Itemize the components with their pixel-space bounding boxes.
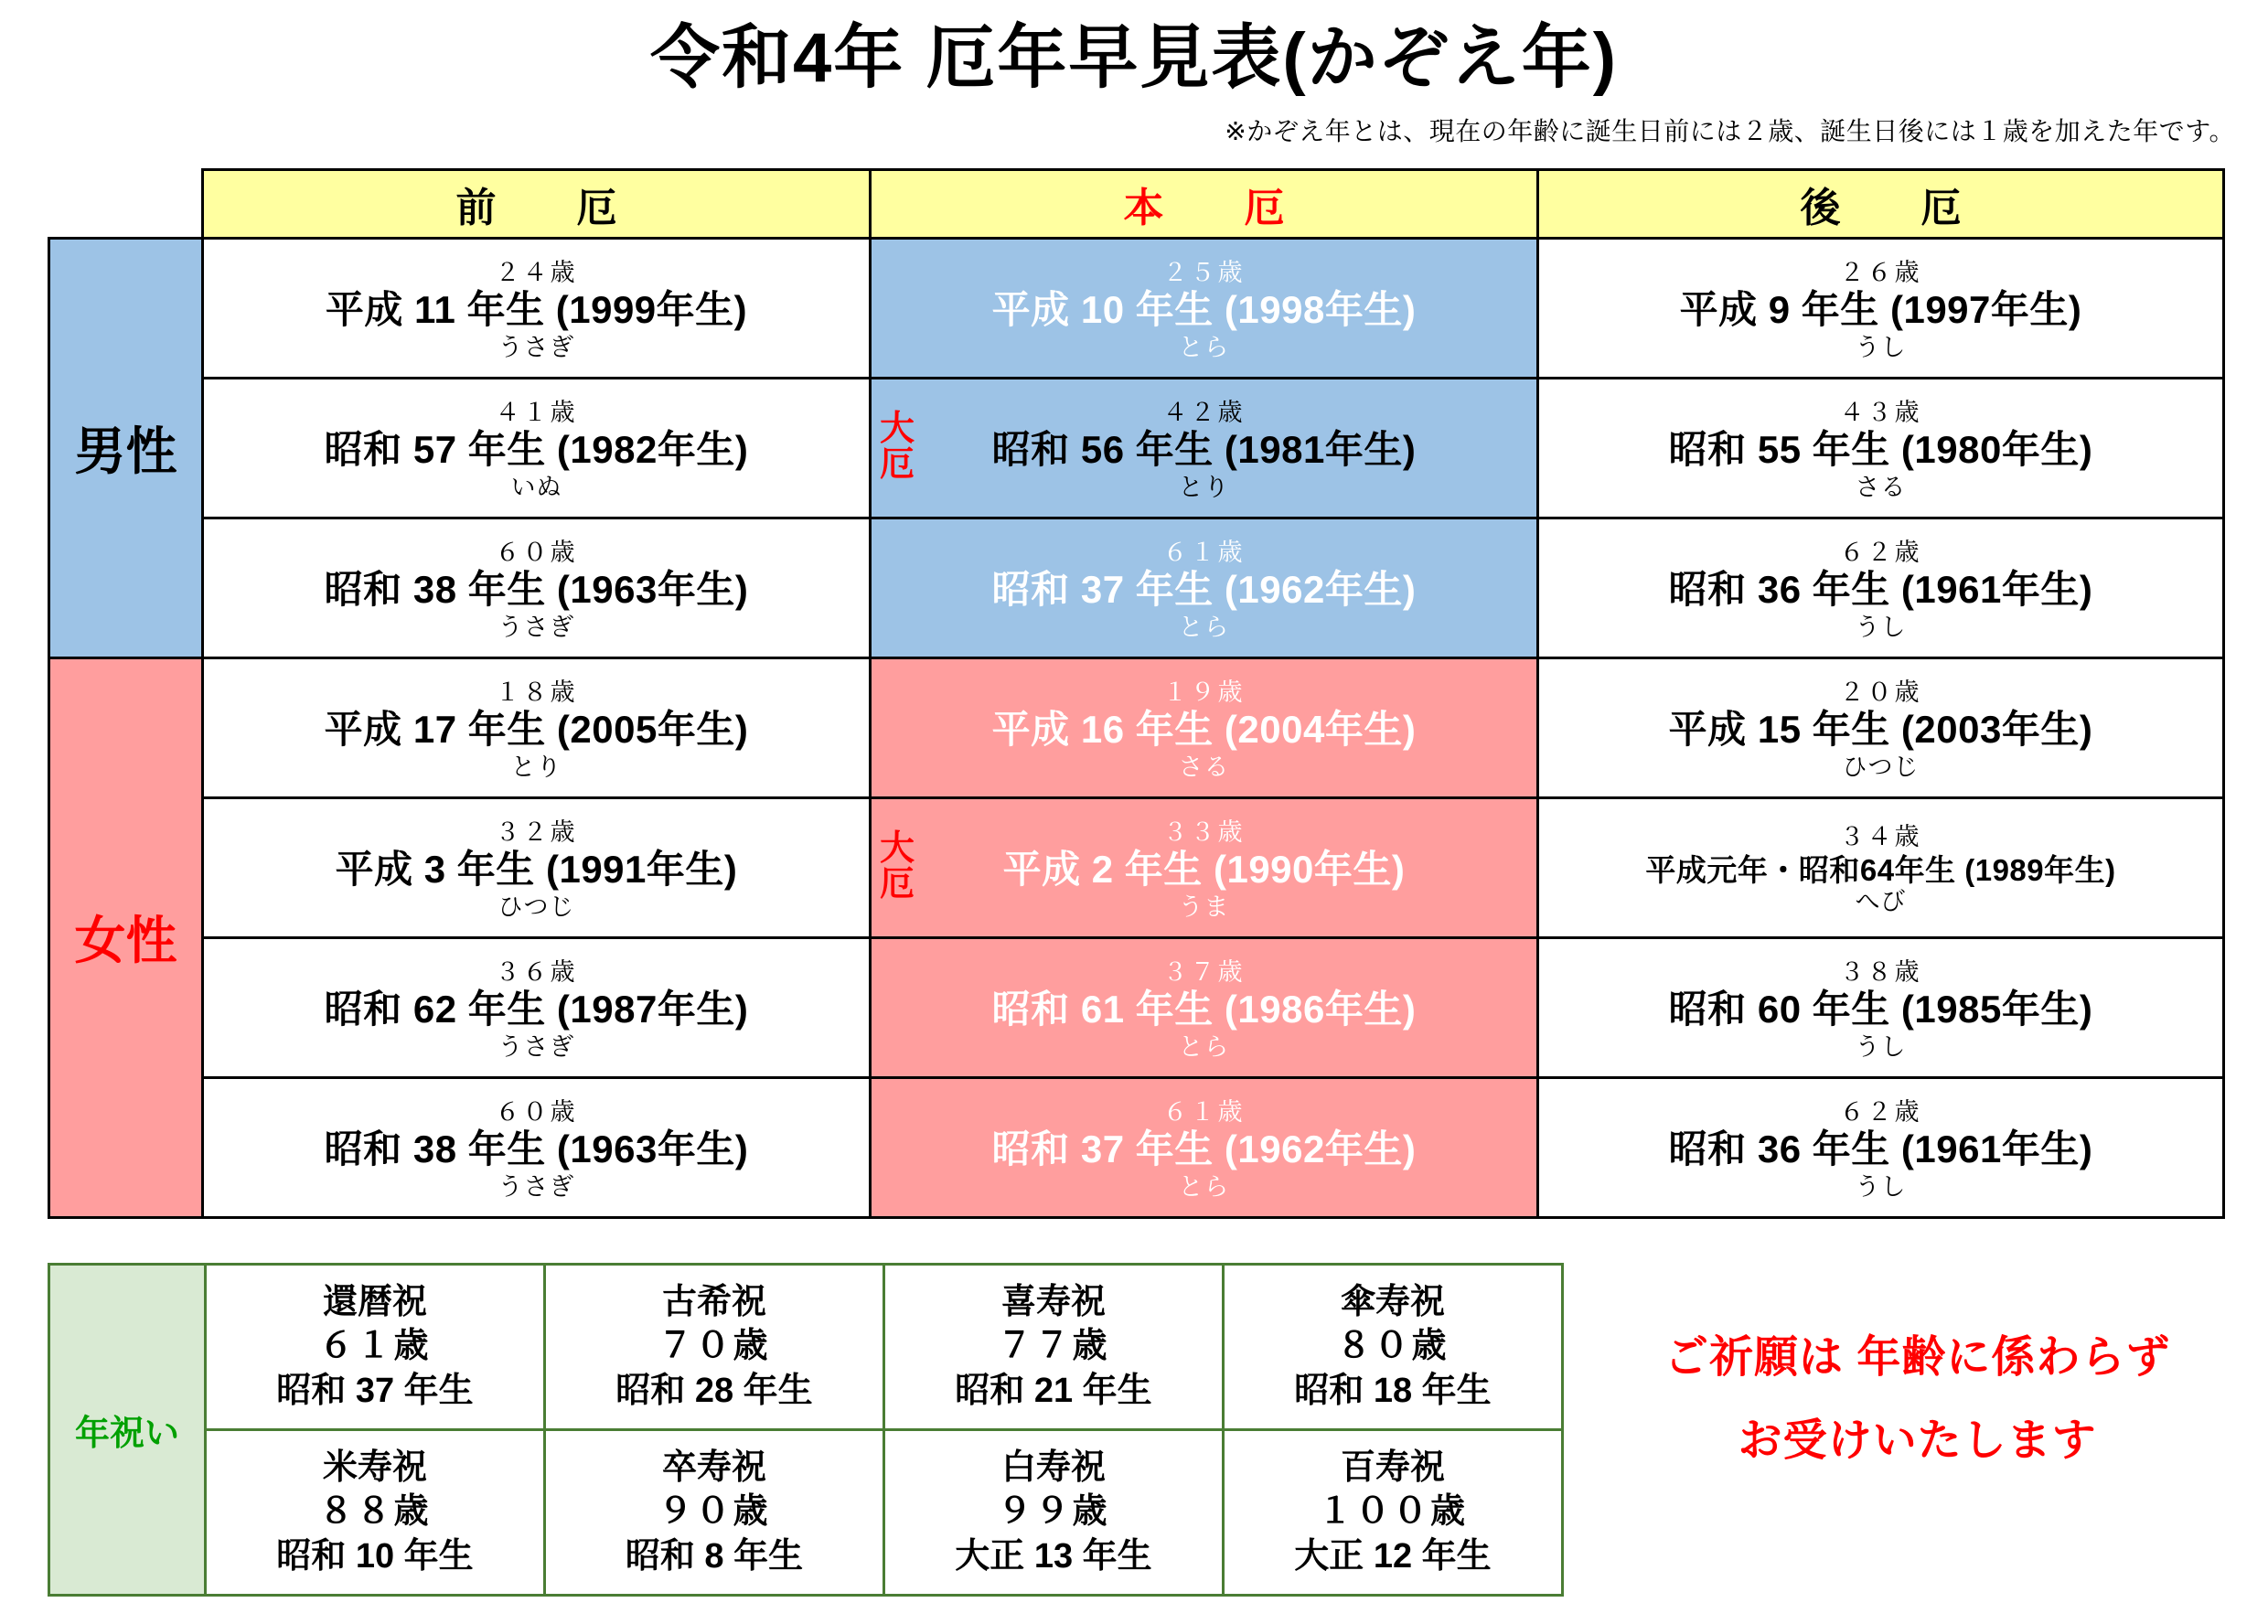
toshiiwai-cell-koki [545,1264,884,1429]
cell-hon-female-3 [871,937,1538,1077]
toshiiwai-age: ８８歳 [318,1492,432,1532]
toshiiwai-name: 百寿祝 [1340,1448,1445,1487]
eto-text: うし [1855,1172,1907,1201]
year-text: 昭和 36 年生 (1961年生) [1668,568,2093,612]
table-row [49,238,2224,378]
age-text: ３８歳 [1839,957,1922,986]
toshiiwai-cell-kanreki [206,1264,545,1429]
age-text: ６２歳 [1839,538,1922,566]
kigan-message [1664,1316,2170,1482]
eto-text: うさぎ [497,1032,575,1061]
cell-ato-female-3 [1538,937,2224,1077]
eto-text: とら [1178,613,1230,641]
age-text: ３６歳 [495,957,578,986]
toshiiwai-name: 喜寿祝 [1000,1282,1106,1321]
year-text: 昭和 56 年生 (1981年生) [991,428,1417,472]
year-text: 平成 9 年生 (1997年生) [1679,288,2082,332]
sex-label-male: 男性 [49,238,203,657]
table-row [49,797,2224,937]
table-row [49,518,2224,657]
page-title: 令和4年 厄年早見表(かぞえ年) [650,19,1618,97]
toshiiwai-year: 昭和 8 年生 [625,1536,804,1576]
toshiiwai-name: 白寿祝 [1000,1448,1106,1487]
eto-text: ひつじ [1842,753,1920,781]
eto-text: とら [1178,1032,1230,1061]
toshiiwai-cell-hyakuju [1224,1429,1563,1595]
header-maeyaku: 前 厄 [203,169,871,238]
toshiiwai-age: ７０歳 [658,1327,771,1366]
toshiiwai-name: 還暦祝 [322,1282,427,1321]
bottom-section [48,1263,2268,1597]
eto-text: へび [1855,888,1907,916]
toshiiwai-year: 昭和 21 年生 [955,1371,1152,1410]
eto-text: さる [1178,753,1230,781]
daiyaku-badge: 大厄 [879,409,915,485]
cell-mae-female-2 [203,797,871,937]
year-text: 平成 17 年生 (2005年生) [324,708,749,752]
cell-hon-male-1 [871,238,1538,378]
eto-text: うさぎ [497,1172,575,1201]
eto-text: ひつじ [497,892,575,921]
eto-text: とら [1178,1172,1230,1201]
age-text: ２５歳 [1162,258,1246,286]
cell-hon-male-2 [871,378,1538,518]
age-text: ４１歳 [495,398,578,426]
cell-mae-male-2 [203,378,871,518]
age-text: ４２歳 [1162,398,1246,426]
table-row [49,657,2224,797]
year-text: 昭和 38 年生 (1963年生) [324,568,749,612]
cell-ato-female-2 [1538,797,2224,937]
year-text: 昭和 61 年生 (1986年生) [991,988,1417,1031]
eto-text: うさぎ [497,613,575,641]
toshiiwai-year: 大正 12 年生 [1294,1536,1492,1576]
year-text: 平成 15 年生 (2003年生) [1668,708,2093,752]
toshiiwai-cell-kiju [884,1264,1224,1429]
kigan-line-2: お受けいたします [1738,1416,2097,1465]
table-row [49,378,2224,518]
header-atoyaku: 後 厄 [1538,169,2224,238]
age-text: ３２歳 [495,817,578,846]
toshiiwai-age: １００歳 [1317,1492,1468,1532]
year-text: 昭和 36 年生 (1961年生) [1668,1127,2093,1171]
age-text: ４３歳 [1839,398,1922,426]
age-text: ３４歳 [1839,823,1922,851]
cell-mae-male-3 [203,518,871,657]
toshiiwai-label: 年祝い [49,1264,206,1595]
age-text: ６０歳 [495,1097,578,1126]
toshiiwai-age: ７７歳 [997,1327,1110,1366]
year-text: 昭和 37 年生 (1962年生) [991,1127,1417,1171]
kazoedoshi-note: ※かぞえ年とは、現在の年齢に誕生日前には２歳、誕生日後には１歳を加えた年です。 [1225,116,2235,145]
toshiiwai-name: 米寿祝 [322,1448,427,1487]
eto-text: うし [1855,1032,1907,1061]
year-text: 昭和 38 年生 (1963年生) [324,1127,749,1171]
toshiiwai-year: 昭和 37 年生 [276,1371,474,1410]
age-text: ６０歳 [495,538,578,566]
eto-text: さる [1855,473,1907,501]
header-blank [49,169,203,238]
toshiiwai-age: ９０歳 [658,1492,771,1532]
age-text: ６１歳 [1162,538,1246,566]
toshiiwai-cell-sotsuju [545,1429,884,1595]
age-text: ３３歳 [1162,817,1246,846]
daiyaku-badge: 大厄 [879,828,915,904]
age-text: ２６歳 [1839,258,1922,286]
eto-text: うま [1178,892,1230,921]
toshiiwai-cell-beiju [206,1429,545,1595]
age-text: ６２歳 [1839,1097,1922,1126]
eto-text: うさぎ [497,333,575,361]
header-honyaku: 本 厄 [871,169,1538,238]
year-text: 平成 2 年生 (1990年生) [1002,848,1406,892]
yakudoshi-table-wrapper [48,168,2222,1219]
toshiiwai-age: ９９歳 [997,1492,1110,1532]
table-row [49,937,2224,1077]
toshiiwai-cell-sanju [1224,1264,1563,1429]
age-text: ３７歳 [1162,957,1246,986]
toshiiwai-name: 卒寿祝 [661,1448,766,1487]
cell-hon-male-3 [871,518,1538,657]
cell-mae-male-1 [203,238,871,378]
sex-label-female: 女性 [49,657,203,1217]
yakudoshi-table [48,168,2225,1219]
year-text: 平成 11 年生 (1999年生) [325,288,748,332]
year-text: 昭和 37 年生 (1962年生) [991,568,1417,612]
kigan-line-1: ご祈願は 年齢に係わらず [1664,1332,2171,1382]
toshiiwai-name: 傘寿祝 [1340,1282,1445,1321]
eto-text: いぬ [510,473,562,501]
cell-hon-female-2 [871,797,1538,937]
toshiiwai-year: 大正 13 年生 [955,1536,1152,1576]
year-text: 平成 10 年生 (1998年生) [991,288,1417,332]
page-root [0,20,2268,1624]
age-text: １９歳 [1162,678,1246,706]
toshiiwai-year: 昭和 10 年生 [276,1536,474,1576]
eto-text: とり [510,753,562,781]
toshiiwai-cell-hakuju [884,1429,1224,1595]
table-header-row [49,169,2224,238]
year-text: 平成 3 年生 (1991年生) [335,848,738,892]
table-row [49,1264,1563,1429]
cell-hon-female-1 [871,657,1538,797]
age-text: １８歳 [495,678,578,706]
toshiiwai-name: 古希祝 [661,1282,766,1321]
year-text: 平成元年・昭和64年生 (1989年生) [1645,852,2116,887]
cell-mae-female-3 [203,937,871,1077]
table-row [49,1429,1563,1595]
eto-text: うし [1855,613,1907,641]
cell-ato-male-3 [1538,518,2224,657]
toshiiwai-year: 昭和 18 年生 [1294,1371,1492,1410]
cell-ato-female-1 [1538,657,2224,797]
eto-text: うし [1855,333,1907,361]
table-row [49,1077,2224,1217]
toshiiwai-age: ８０歳 [1336,1327,1450,1366]
toshiiwai-table [48,1263,1564,1597]
cell-mae-female-1 [203,657,871,797]
year-text: 昭和 60 年生 (1985年生) [1668,988,2093,1031]
toshiiwai-age: ６１歳 [318,1327,432,1366]
cell-hon-female-4 [871,1077,1538,1217]
cell-mae-female-4 [203,1077,871,1217]
cell-ato-male-1 [1538,238,2224,378]
year-text: 平成 16 年生 (2004年生) [991,708,1417,752]
age-text: ６１歳 [1162,1097,1246,1126]
year-text: 昭和 62 年生 (1987年生) [324,988,749,1031]
cell-ato-male-2 [1538,378,2224,518]
year-text: 昭和 57 年生 (1982年生) [324,428,749,472]
age-text: ２０歳 [1839,678,1922,706]
eto-text: とり [1178,473,1230,501]
eto-text: とら [1178,333,1230,361]
year-text: 昭和 55 年生 (1980年生) [1668,428,2093,472]
toshiiwai-year: 昭和 28 年生 [615,1371,813,1410]
age-text: ２４歳 [495,258,578,286]
cell-ato-female-4 [1538,1077,2224,1217]
